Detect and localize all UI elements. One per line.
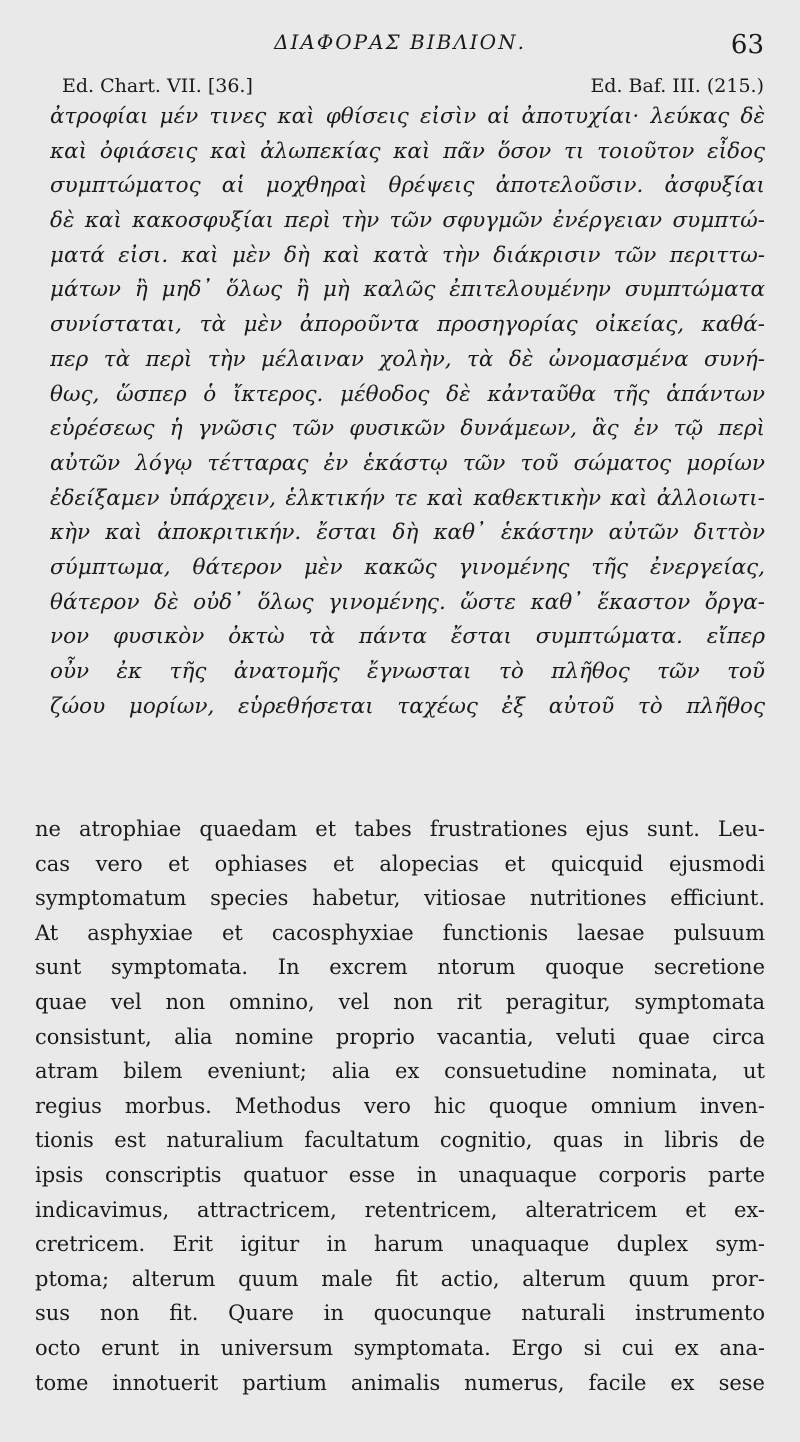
greek-text-line: ἐδείξαμεν ὑπάρχειν, ἑλκτικήν τε καὶ καθεκτικὴν καὶ ἀλλοιωτι- [50, 485, 765, 511]
running-title: ΔΙΑΦΟΡΑΣ ΒΙΒΛΙΟΝ. [274, 30, 526, 54]
latin-text-line: sus non fit. Quare in quocunque naturali instrumento [35, 1301, 765, 1326]
latin-text-line: ptoma; alterum quum male fit actio, alterum quum pror- [35, 1266, 765, 1291]
greek-text-line: θως, ὥσπερ ὁ ἴκτερος. μέθοδος δὲ κἀνταῦθα τῆς ἁπάντων [50, 381, 765, 407]
greek-text-line: κὴν καὶ ἀποκριτικήν. ἔσται δὴ καθ᾽ ἑκάστην αὐτῶν διττὸν [50, 520, 765, 546]
greek-text-line: ἀτροφίαι μέν τινες καὶ φθίσεις εἰσὶν αἱ ἀποτυχίαι· λεύκας δὲ [50, 104, 765, 129]
latin-text-line: atram bilem eveniunt; alia ex consuetudine nominata, ut [35, 1059, 765, 1084]
greek-text-line: εὑρέσεως ἡ γνῶσις τῶν φυσικῶν δυνάμεων, ἃς ἐν τῷ περὶ [50, 416, 765, 442]
edition-reference-left: Ed. Chart. VII. [36.] [62, 75, 253, 97]
latin-text-line: symptomatum species habetur, vitiosae nutritiones efficiunt. [35, 886, 765, 911]
page-number: 63 [730, 30, 764, 60]
latin-text-line: octo erunt in universum symptomata. Ergo si cui ex ana- [35, 1335, 765, 1360]
greek-text-line: συνίσταται, τὰ μὲν ἀποροῦντα προσηγορίας οἰκείας, καθά- [50, 312, 765, 338]
edition-reference-right: Ed. Baf. III. (215.) [590, 75, 764, 97]
latin-text-line: consistunt, alia nomine proprio vacantia, veluti quae circa [35, 1024, 765, 1049]
latin-text-line: ne atrophiae quaedam et tabes frustrationes ejus sunt. Leu- [35, 817, 765, 841]
latin-text-line: quae vel non omnino, vel non rit peragitur, symptomata [35, 989, 765, 1014]
greek-text-line: νον φυσικὸν ὀκτὼ τὰ πάντα ἔσται συμπτώματα. εἴπερ [50, 624, 765, 650]
latin-text-line: indicavimus, attractricem, retentricem, alteratricem et ex- [35, 1197, 765, 1222]
latin-text-line: ipsis conscriptis quatuor esse in unaquaque corporis parte [35, 1162, 765, 1187]
latin-text-line: At asphyxiae et cacosphyxiae functionis laesae pulsuum [35, 920, 765, 945]
latin-text-line: regius morbus. Methodus vero hic quoque omnium inven- [35, 1093, 765, 1118]
greek-text-line: συμπτώματος αἱ μοχθηραὶ θρέψεις ἀποτελοῦσιν. ἀσφυξίαι [50, 173, 765, 199]
greek-text-block [50, 100, 765, 724]
latin-text-line: tome innotuerit partium animalis numerus, facile ex sese [35, 1370, 765, 1395]
greek-text-line: σύμπτωμα, θάτερον μὲν κακῶς γινομένης τῆς ἐνεργείας, [50, 554, 765, 580]
greek-text-line: οὖν ἐκ τῆς ἀνατομῆς ἔγνωσται τὸ πλῆθος τῶν τοῦ [50, 659, 765, 684]
latin-text-block [35, 812, 765, 1400]
greek-text-line: θάτερον δὲ οὐδ᾽ ὅλως γινομένης. ὥστε καθ᾽ ἕκαστον ὄργα- [50, 589, 765, 615]
greek-text-line: καὶ ὀφιάσεις καὶ ἀλωπεκίας καὶ πᾶν ὅσον τι τοιοῦτον εἶδος [50, 138, 765, 164]
greek-text-line: περ τὰ περὶ τὴν μέλαιναν χολὴν, τὰ δὲ ὠνομασμένα συνή- [50, 346, 765, 372]
greek-text-line: αὐτῶν λόγῳ τέτταρας ἐν ἑκάστῳ τῶν τοῦ σώματος μορίων [50, 450, 765, 476]
greek-text-line: ζώου μορίων, εὑρεθήσεται ταχέως ἐξ αὐτοῦ τὸ πλῆθος [50, 693, 765, 719]
latin-text-line: tionis est naturalium facultatum cognitio, quas in libris de [35, 1128, 765, 1153]
latin-text-line: cas vero et ophiases et alopecias et quicquid ejusmodi [35, 851, 765, 876]
greek-text-line: μάτων ἢ μηδ᾽ ὅλως ἢ μὴ καλῶς ἐπιτελουμένην συμπτώματα [50, 277, 765, 303]
latin-text-line: cretricem. Erit igitur in harum unaquaque duplex sym- [35, 1232, 765, 1257]
greek-text-line: δὲ καὶ κακοσφυξίαι περὶ τὴν τῶν σφυγμῶν ἐνέργειαν συμπτώ- [50, 208, 765, 234]
greek-text-line: ματά εἰσι. καὶ μὲν δὴ καὶ κατὰ τὴν διάκρισιν τῶν περιττω- [50, 242, 765, 268]
latin-text-line: sunt symptomata. In excrem ntorum quoque secretione [35, 955, 765, 980]
